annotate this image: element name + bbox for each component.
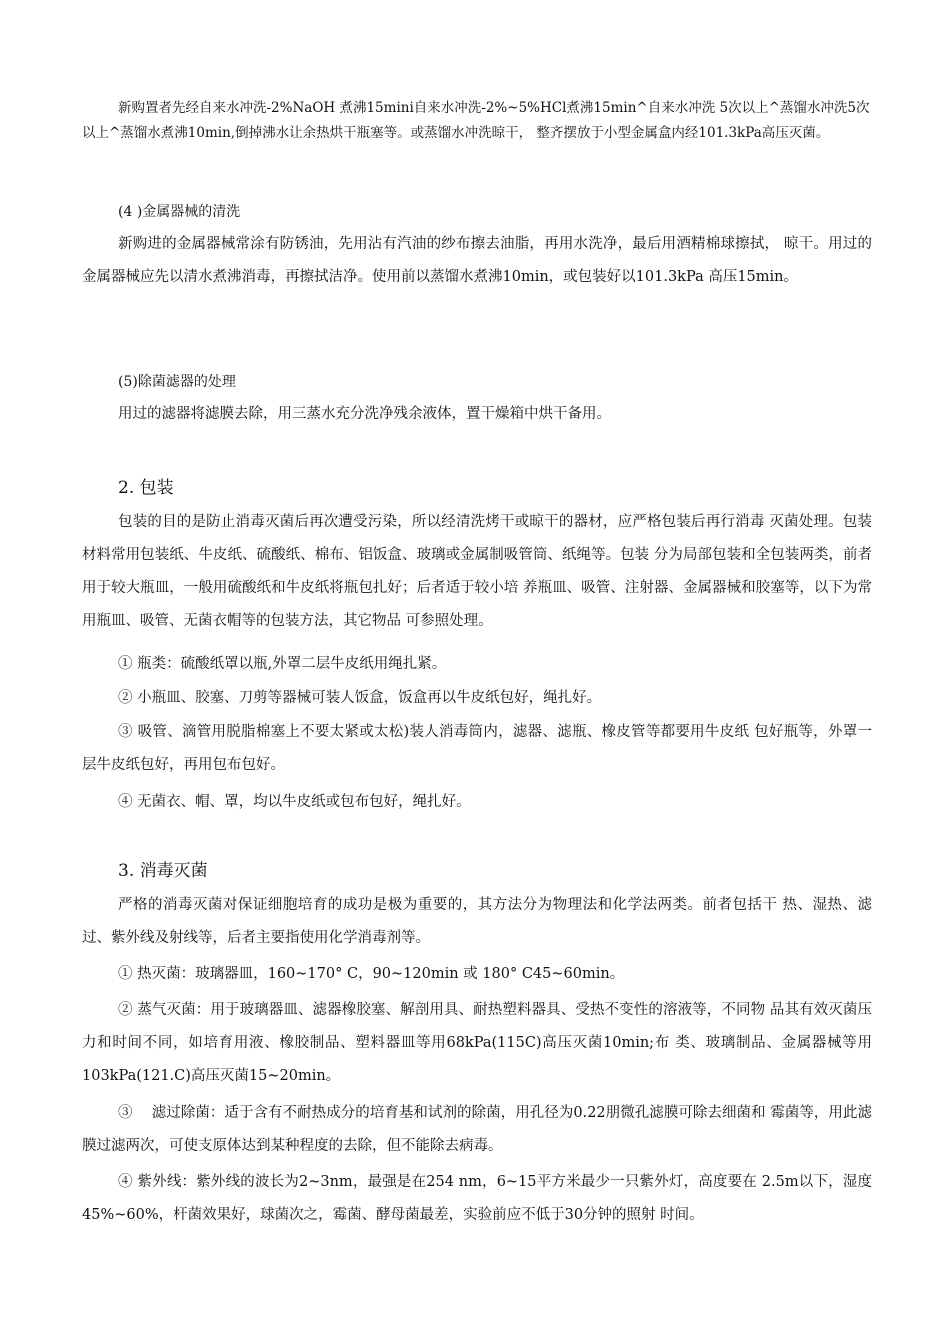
filter-heading: (5)除菌滤器的处理 — [118, 374, 236, 390]
filter-paragraph: 用过的滤器将滤膜去除，用三蒸水充分洗净残余液体，置干燥箱中烘干备用。 — [118, 406, 611, 422]
sterilization-item-4: ④ 紫外线：紫外线的波长为2~3nm，最强是在254 nm，6~15平方米最少一只紫外灯，高度要在 2.5m以下，湿度45%~60%，杆菌效果好，球菌次之，霉菌、酵母菌最差，实验前应不低于30分钟的照射 时间。 — [82, 1174, 872, 1223]
packaging-paragraph: 包装的目的是防止消毒灭菌后再次遭受污染，所以经清洗烤干或晾干的器材，应严格包装后再行消毒 灭菌处理。包装材料常用包装纸、牛皮纸、硫酸纸、棉布、铝饭盒、玻璃或金属制吸管筒、纸绳等。包装 分为局部包装和全包装两类，前者用于较大瓶皿，一般用硫酸纸和牛皮纸将瓶包扎好；后者适于较小培 养瓶皿、吸管、注射器、金属器械和胶塞等，以下为常用瓶皿、吸管、无菌衣帽等的包装方法，其它物品 可参照处理。 — [82, 514, 872, 629]
packaging-item-3: ③ 吸管、滴管用脱脂棉塞上不要太紧或太松)装人消毒筒内，滤器、滤瓶、橡皮管等都要用牛皮纸 包好瓶等，外罩一层牛皮纸包好，再用包布包好。 — [82, 724, 872, 773]
packaging-item-4: ④ 无菌衣、帽、罩，均以牛皮纸或包布包好，绳扎好。 — [118, 794, 471, 810]
intro-paragraph: 新购置者先经自来水冲洗-2%NaOH 煮沸15mini自来水冲洗-2%~5%HCl煮沸15min^自来水冲洗 5次以上^蒸馏水冲洗5次以上^蒸馏水煮沸10min,倒掉沸水让余热烘干瓶塞等。或蒸馏水冲洗晾干， 整齐摆放于小型金属盒内经101.3kPa高压灭菌。 — [82, 100, 870, 141]
sterilization-item-3: ③ 滤过除菌：适于含有不耐热成分的培育基和试剂的除菌，用孔径为0.22朋微孔滤膜可除去细菌和 霉菌等，用此滤膜过滤两次，可使支原体达到某种程度的去除，但不能除去病毒。 — [82, 1105, 872, 1154]
sterilization-paragraph: 严格的消毒灭菌对保证细胞培育的成功是极为重要的，其方法分为物理法和化学法两类。前者包括干 热、湿热、滤过、紫外线及射线等，后者主要指使用化学消毒剂等。 — [82, 897, 872, 946]
packaging-item-2: ② 小瓶皿、胶塞、刀剪等器械可装人饭盒，饭盒再以牛皮纸包好，绳扎好。 — [118, 690, 602, 706]
sterilization-item-2: ② 蒸气灭菌：用于玻璃器皿、滤器橡胶塞、解剖用具、耐热塑料器具、受热不变性的溶液等，不同物 品其有效灭菌压力和时间不同，如培育用液、橡胶制品、塑料器皿等用68kPa(115C)高压灭菌10min;布 类、玻璃制品、金属器械等用103kPa(121.C)高压灭菌15~20min。 — [82, 1002, 872, 1084]
metal-instruments-paragraph: 新购进的金属器械常涂有防锈油，先用沾有汽油的纱布擦去油脂，再用水洗净，最后用酒精棉球擦拭， 晾干。用过的金属器械应先以清水煮沸消毒，再擦拭洁净。使用前以蒸馏水煮沸10min，或包装好以101.3kPa 高压15min。 — [82, 236, 872, 285]
section-2-heading: 2. 包装 — [118, 478, 174, 498]
packaging-item-1: ① 瓶类：硫酸纸罩以瓶,外罩二层牛皮纸用绳扎紧。 — [118, 656, 447, 672]
section-3-heading: 3. 消毒灭菌 — [118, 861, 208, 881]
sterilization-item-1: ① 热灭菌：玻璃器皿，160~170° C，90~120min 或 180° C45~60min。 — [118, 966, 625, 982]
metal-instruments-heading: (4 )金属器械的清洗 — [118, 204, 241, 220]
